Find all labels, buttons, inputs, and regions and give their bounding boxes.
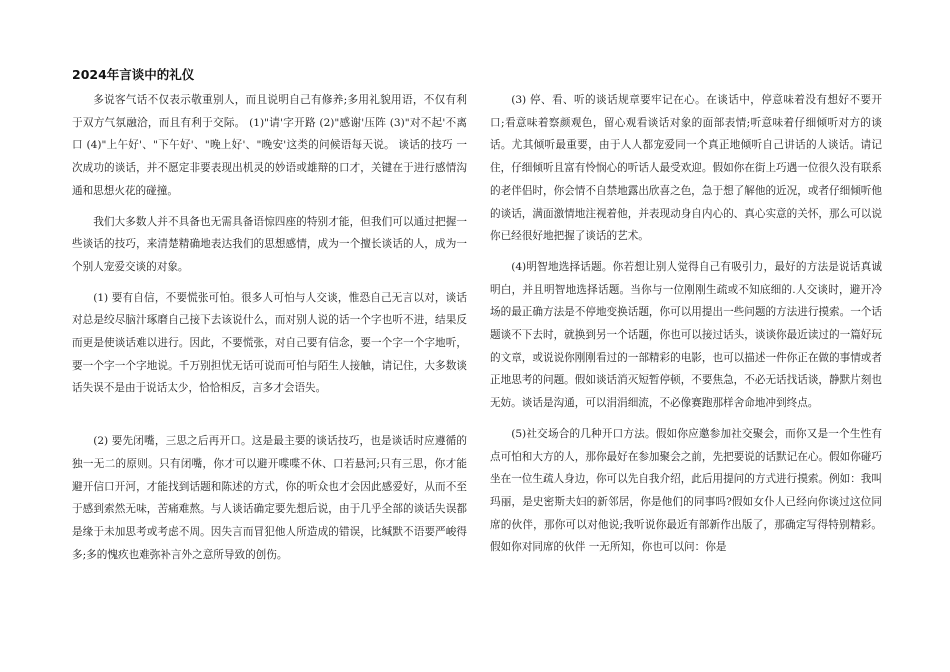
right-column — [490, 89, 882, 559]
left-column — [72, 89, 467, 566]
paragraph-skills: 我们大多数人并不具备也无需具备语惊四座的特别才能，但我们可以通过把握一些谈话的技巧，来清楚精确地表达我们的思想感情，成为一个擅长谈话的人，成为一个别人宠爱交谈的对象。 — [72, 215, 467, 273]
paragraph-social-openers: (5)社交场合的几种开口方法。假如你应邀参加社交聚会，而你又是一个生性有点可怕和大方的人，那你最好在参加聚会之前，先把要说的话默记在心。假如你碰巧坐在一位生疏人身边，你可以先自我介绍，此后用提问的方式进行摸索。例如：我叫玛丽，是史密斯夫妇的新邻居，你是他们的同事吗?假如女仆人已经向你谈过这位同席的伙伴，那你可以对他说;我听说你最近有部新作出版了，那确定写得特别精彩。假如你对同席的伙伴 一无所知，你也可以问：你是 — [490, 427, 882, 554]
paragraph-think-first: (2) 要先闭嘴，三思之后再开口。这是最主要的谈话技巧，也是谈话时应遵循的独一无二的原则。只有闭嘴，你才可以避开喋喋不休、口若悬河;只有三思，你才能避开信口开河，才能找到话题和陈述的方式，你的听众也才会因此感爱好，从而不至于感到索然无味，苦痛难熬。与人谈话确定要先想后说，由于几乎全部的谈话失误都是缘于未加思考或考虑不周。因失言而冒犯他人所造成的错误，比缄默不语要严峻得多;多的愧疚也难弥补言外之意所导致的创伤。 — [72, 435, 467, 561]
paragraph-choose-topic: (4)明智地选择话题。你若想让别人觉得自己有吸引力，最好的方法是说话真诚明白，并且明智地选择话题。当你与一位刚刚生疏或不知底细的.人交谈时，避开冷场的最正确方法是不停地变换话题，你可以用提出一些问题的方法进行摸索。一个话题谈不下去时，就换到另一个话题，你也可以接过话头，谈谈你最近读过的一篇好玩的文章，或说说你刚刚看过的一部精彩的电影，也可以描述一件你正在做的事情或者正地思考的问题。假如谈话消灭短暂停顿，不要焦急，不必无话找话谈，静默片刻也无妨。谈话是沟通，可以涓涓细流，不必像赛跑那样舍命地冲到终点。 — [490, 260, 882, 410]
paragraph-confidence: (1) 要有自信，不要慌张可怕。很多人可怕与人交谈，惟恐自己无言以对，谈话对总是绞尽脑汁琢磨自己接下去该说什么，而对别人说的话一个字也听不进，结果反而更是使谈话难以进行。因此，不要慌张，对自己要有信念，要一个字一个字地听，要一个字一个字地说。千万别担忧无话可说而可怕与陌生人接触，请记住，大多数谈话失误不是由于说话太少，恰恰相反，言多才会语失。 — [72, 291, 467, 395]
paragraph-intro: 多说客气话不仅表示敬重别人，而且说明自己有修养;多用礼貌用语，不仅有利于双方气氛融洽，而且有利于交际。 (1)"请'字开路 (2)"感谢'压阵 (3)"对不起'不离口 (4)"上午好'、"下午好'、"晚上好'、"晚安'这类的问候语每天说。 谈话的技巧 一次成功的谈话，并不愿定非要表现出机灵的妙语或雄辩的口才，关键在于进行感情沟通和思想火花的碰撞。 — [72, 94, 467, 197]
paragraph-stop-look-listen: (3) 停、看、听的谈话规章要牢记在心。在谈话中，停意味着没有想好不要开口;看意味着察颜观色，留心观看谈话对象的面部表情;听意味着仔细倾听对方的谈话。尤其倾听最重要，由于人人都宠爱同一个真正地倾听自己讲话的人谈话。请记住，仔细倾听且富有怜悯心的听话人最受欢迎。假如你在街上巧遇一位很久没有联系的老伴侣时，你会情不自禁地露出欣喜之色，急于想了解他的近况，或者仔细倾听他的谈话，满面激情地注视着他，并表现动身自内心的、真心实意的关怀，那么可以说你已经很好地把握了谈话的艺术。 — [490, 94, 882, 243]
document-title: 2024年言谈中的礼仪 — [72, 67, 195, 82]
